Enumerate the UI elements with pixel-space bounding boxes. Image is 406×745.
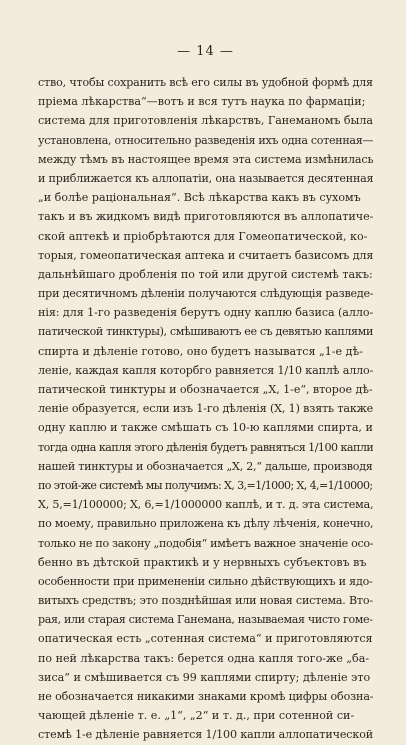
body-text bbox=[38, 73, 373, 745]
text-line: витыхъ средствъ; это позднѣйшая или новая система. Вто- bbox=[38, 594, 373, 608]
text-line: ство, чтобы сохранить всѣ его силы въ удобной формѣ для bbox=[38, 76, 373, 89]
text-line: стемѣ 1-е дѣленіе равняется 1/100 капли аллопатической bbox=[38, 728, 373, 742]
text-line: пріема лѣкарства“—вотъ и вся тутъ наука по фармаціи; bbox=[38, 95, 366, 109]
text-line: леніе образуется, если изъ 1-го дѣленія (X, 1) взять также bbox=[38, 402, 373, 416]
text-line: торыя, гомеопатическая аптека и считаетъ базисомъ для bbox=[38, 248, 373, 262]
page-number: — 14 — bbox=[177, 44, 234, 59]
text-line: чающей дѣленіе т. е. „1“, „2“ и т. д., при сотенной си- bbox=[38, 709, 355, 723]
text-line: спирта и дѣленіе готово, оно будетъ называтся „1-е дѣ- bbox=[38, 344, 363, 358]
text-line: при десятичномъ дѣленіи получаются слѣдующія разведе- bbox=[38, 287, 373, 301]
text-line: по моему, правильно приложена къ дѣлу лѣченія, конечно, bbox=[38, 517, 373, 531]
text-line: и приближается къ аллопатіи, она называется десятенная bbox=[38, 171, 373, 185]
text-line: нашей тинктуры и обозначается „X, 2,“ дальше, производя bbox=[38, 459, 373, 473]
text-line: между тѣмъ въ настоящее время эта система измѣнилась bbox=[38, 152, 373, 166]
text-line: такъ и въ жидкомъ видѣ приготовляются въ аллопатиче- bbox=[38, 210, 373, 224]
text-line: леніе, каждая капля которбго равняется 1/10 каплѣ алло- bbox=[38, 363, 373, 377]
text-line: одну каплю и также смѣшать съ 10-ю каплями спирта, и bbox=[38, 421, 373, 435]
text-line: особенности при примененіи сильно дѣйствующихъ и ядо- bbox=[38, 574, 373, 588]
text-line: не обозначается никакими знаками кромѣ цифры обозна- bbox=[38, 690, 373, 703]
text-line: по ней лѣкарства такъ: берется одна капля того-же „ба- bbox=[38, 651, 370, 665]
text-line: бенно въ дѣтской практикѣ и у нервныхъ субъектовъ въ bbox=[38, 555, 367, 569]
text-line: „и болѣе раціональная“. Всѣ лѣкарства какъ въ сухомъ bbox=[38, 191, 361, 205]
text-line: по этой-же системѣ мы получимъ: X, 3,=1/1000; X, 4,=1/10000; bbox=[38, 478, 373, 492]
text-line: тогда одна капля этого дѣленія будетъ равняться 1/100 капли bbox=[38, 440, 373, 454]
text-line: нія: для 1-го разведенія берутъ одну каплю базиса (алло- bbox=[38, 306, 373, 320]
text-line: ской аптекѣ и пріобрѣтаются для Гомеопатической, ко- bbox=[38, 229, 368, 243]
text-line: патической тинктуры и обозначается „X, 1-е“, второе дѣ- bbox=[38, 383, 373, 396]
text-line: опатическая есть „сотенная система“ и приготовляются bbox=[38, 632, 373, 646]
text-line: патической тинктуры), смѣшиваютъ ее съ девятью каплями bbox=[38, 325, 373, 339]
text-line: X, 5,=1/100000; X, 6,=1/1000000 каплѣ, и т. д. эта система, bbox=[38, 498, 373, 512]
text-line: дальнѣйшаго дробленія по той или другой системѣ такъ: bbox=[38, 267, 373, 281]
text-line: зиса“ и смѣшивается съ 99 каплями спирту; дѣленіе это bbox=[38, 670, 371, 684]
text-line: система для приготовленія лѣкарствъ, Ганеманомъ была bbox=[38, 114, 373, 128]
text-line: установлена, относительно разведенія ихъ одна сотенная— bbox=[38, 133, 373, 147]
text-line: только не по закону „подобія“ имѣетъ важное значеніе осо- bbox=[38, 536, 373, 550]
text-line: рая, или старая система Ганемана, называемая чисто гоме- bbox=[38, 613, 373, 627]
